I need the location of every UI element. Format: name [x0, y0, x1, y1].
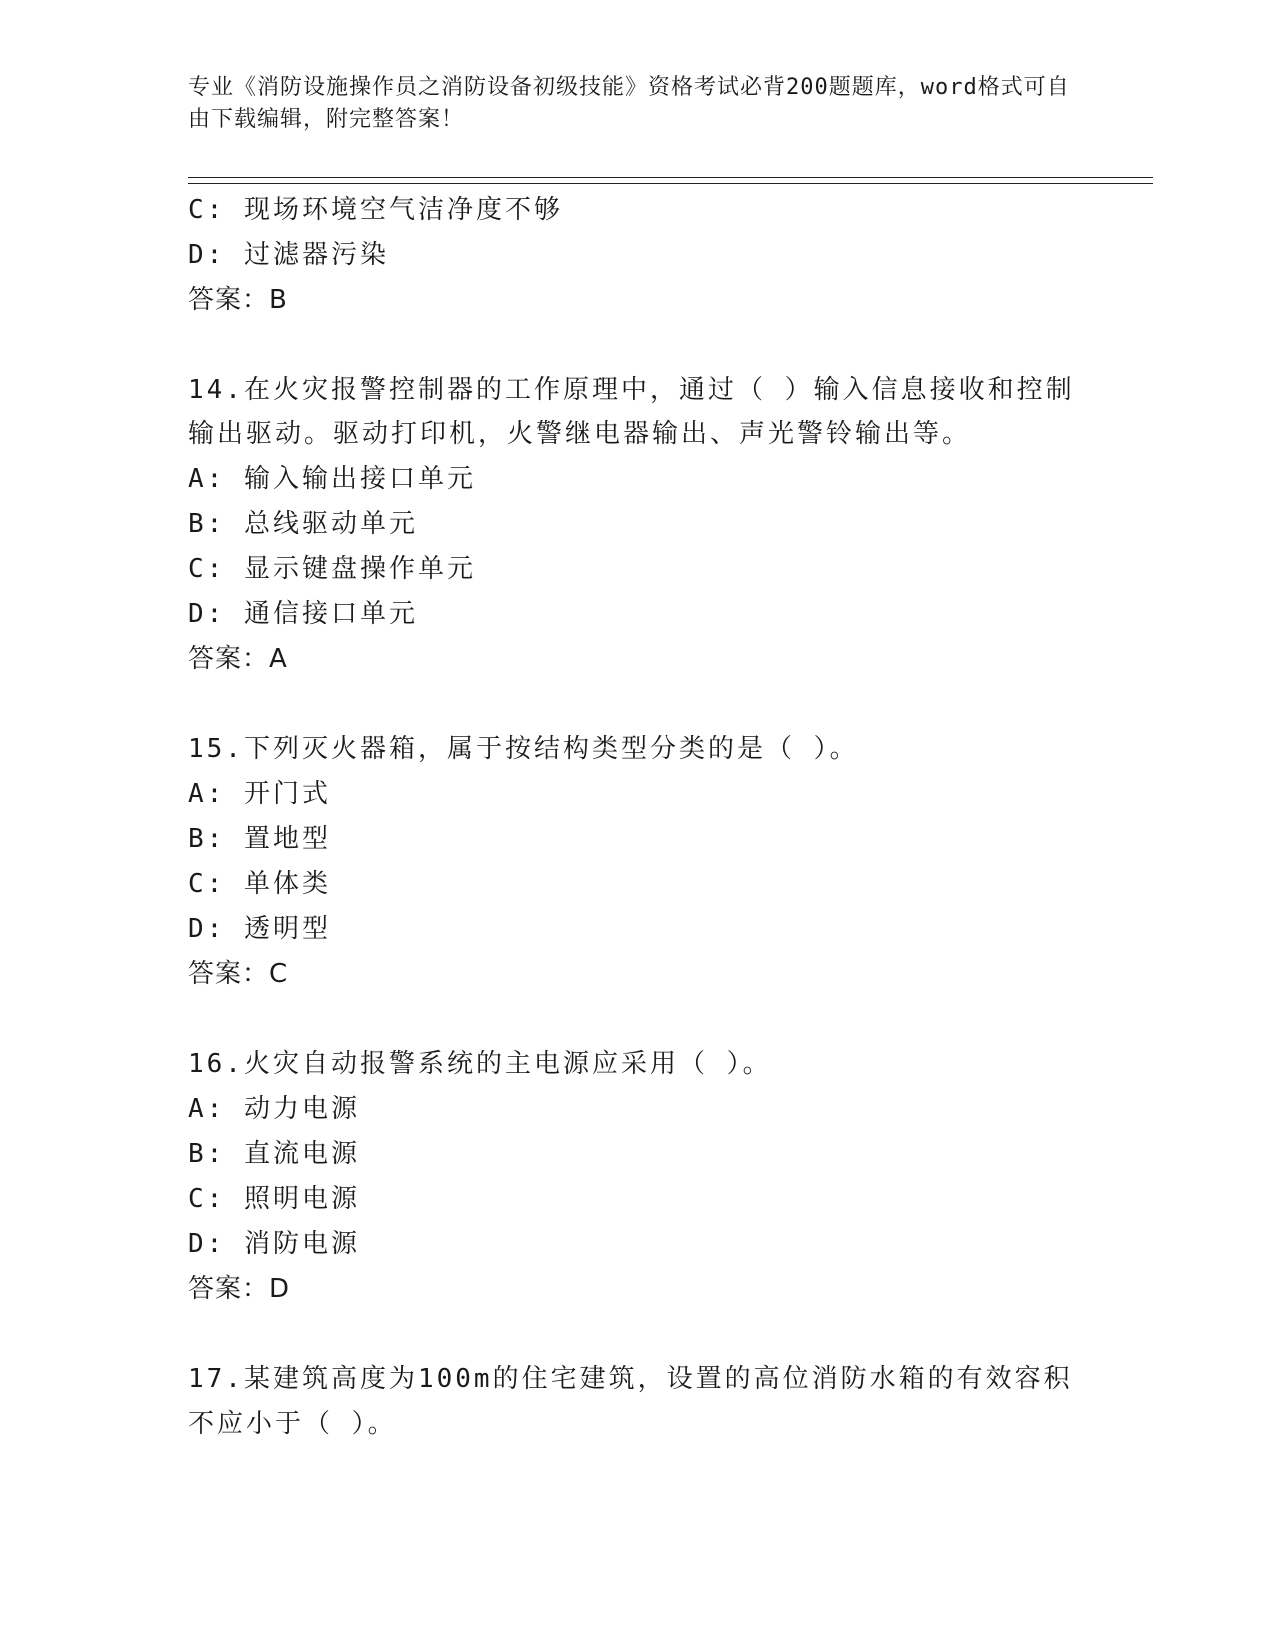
q14-answer: 答案：A — [188, 644, 288, 674]
q17-stem-line1: 17.某建筑高度为100m的住宅建筑，设置的高位消防水箱的有效容积 — [188, 1364, 1073, 1394]
document-header: 专业《消防设施操作员之消防设备初级技能》资格考试必背200题题库，word格式可自由下载编辑，附完整答案！ — [188, 75, 1070, 132]
q16-option-c: C: 照明电源 — [188, 1184, 360, 1214]
prev-answer: 答案：B — [188, 285, 288, 315]
q14-option-a: A: 输入输出接口单元 — [188, 464, 476, 494]
prev-option-c: C: 现场环境空气洁净度不够 — [188, 195, 563, 225]
q15-answer: 答案：C — [188, 959, 289, 989]
q14-option-d: D: 通信接口单元 — [188, 599, 418, 629]
q14-stem-line1: 14.在火灾报警控制器的工作原理中，通过（ ）输入信息接收和控制 — [188, 375, 1075, 405]
q17-stem-line2: 不应小于（ ）。 — [188, 1409, 397, 1439]
q15-option-c: C: 单体类 — [188, 869, 331, 899]
prev-option-d: D: 过滤器污染 — [188, 240, 389, 270]
q15-option-d: D: 透明型 — [188, 914, 331, 944]
q14-option-c: C: 显示键盘操作单元 — [188, 554, 476, 584]
q16-stem: 16.火灾自动报警系统的主电源应采用（ ）。 — [188, 1049, 772, 1079]
q16-option-d: D: 消防电源 — [188, 1229, 360, 1259]
q14-option-b: B: 总线驱动单元 — [188, 509, 418, 539]
header-divider-top — [188, 177, 1153, 178]
q16-answer: 答案：D — [188, 1274, 291, 1304]
q16-option-b: B: 直流电源 — [188, 1139, 360, 1169]
q16-option-a: A: 动力电源 — [188, 1094, 360, 1124]
q14-stem-line2: 输出驱动。驱动打印机，火警继电器输出、声光警铃输出等。 — [188, 419, 972, 449]
q15-option-a: A: 开门式 — [188, 779, 331, 809]
q15-option-b: B: 置地型 — [188, 824, 331, 854]
header-divider-bottom — [188, 183, 1153, 184]
q15-stem: 15.下列灭火器箱，属于按结构类型分类的是（ ）。 — [188, 734, 859, 764]
